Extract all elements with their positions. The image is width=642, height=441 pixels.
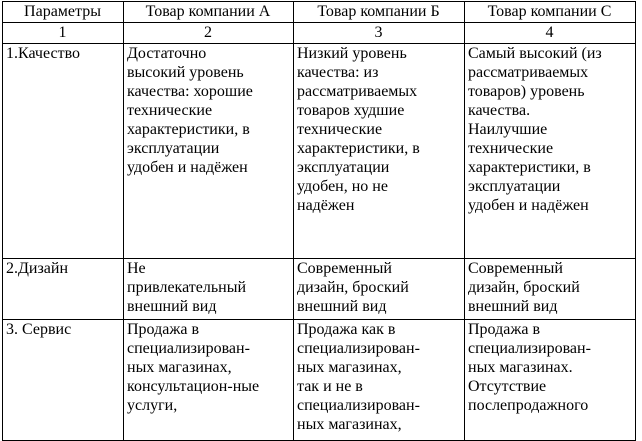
cell-text-line: внешний вид xyxy=(127,298,217,315)
cell-text-line: привлекательный xyxy=(127,279,247,296)
company-a-cell xyxy=(124,44,294,259)
column-number-2: 2 xyxy=(124,23,294,44)
comparison-table xyxy=(2,1,636,441)
table-row-quality xyxy=(3,44,636,259)
cell-text-line: ных магазинах, xyxy=(297,416,402,433)
company-c-cell xyxy=(465,44,636,259)
cell-lines xyxy=(297,259,460,316)
cell-text-line: надёжен xyxy=(297,197,355,214)
cell-text-line: внешний вид xyxy=(468,298,558,315)
cell-text-line: Продажа как в xyxy=(297,321,396,338)
cell-text-line: специализирован- xyxy=(297,340,420,357)
cell-text-line: Современный xyxy=(468,260,563,277)
cell-text-line: внешний вид xyxy=(297,298,387,315)
cell-text-line: ных магазинах. xyxy=(468,359,573,376)
cell-text-line: консультацион-ные xyxy=(127,378,260,395)
cell-lines xyxy=(297,320,460,434)
cell-text-line: ных магазинах, xyxy=(297,359,402,376)
company-b-cell xyxy=(294,259,465,320)
param-cell: 2.Дизайн xyxy=(3,259,124,320)
cell-text-line: послепродажного xyxy=(468,397,589,414)
cell-text-line: специализирован- xyxy=(468,340,591,357)
cell-lines xyxy=(468,44,631,215)
cell-text-line: Не xyxy=(127,260,146,277)
cell-text-line: услуги, xyxy=(127,397,178,414)
cell-text-line: Наилучшие xyxy=(468,121,548,138)
cell-text-line: удобен, но не xyxy=(297,178,388,195)
cell-text-line: эксплуатации xyxy=(297,159,390,176)
cell-text-line: качества: из xyxy=(297,64,379,81)
cell-text-line: так и не в xyxy=(297,378,363,395)
company-b-cell xyxy=(294,44,465,259)
column-number-1: 1 xyxy=(3,23,124,44)
cell-text-line: Современный xyxy=(297,260,392,277)
cell-text-line: рассматриваемых xyxy=(297,83,418,100)
table-row-design xyxy=(3,259,636,320)
column-number-4: 4 xyxy=(465,23,636,44)
cell-text-line: товаров худшие xyxy=(297,102,405,119)
cell-lines xyxy=(127,320,289,415)
cell-text-line: технические xyxy=(297,121,383,138)
cell-text-line: эксплуатации xyxy=(468,178,561,195)
header-company-c: Товар компании С xyxy=(465,2,636,23)
cell-text-line: ных магазинах, xyxy=(127,359,232,376)
cell-text-line: дизайн, броский xyxy=(468,279,580,296)
cell-text-line: специализирован- xyxy=(297,397,420,414)
company-b-cell xyxy=(294,320,465,441)
cell-lines xyxy=(468,320,631,415)
cell-text-line: Продажа в xyxy=(127,321,200,338)
cell-text-line: высокий уровень xyxy=(127,64,244,81)
cell-lines xyxy=(297,44,460,215)
company-c-cell xyxy=(465,259,636,320)
company-a-cell xyxy=(124,320,294,441)
header-parameters: Параметры xyxy=(3,2,124,23)
param-cell: 3. Сервис xyxy=(3,320,124,441)
cell-text-line: технические xyxy=(468,140,554,157)
cell-text-line: эксплуатации xyxy=(127,140,220,157)
cell-lines xyxy=(127,44,289,177)
cell-text-line: характеристики, в xyxy=(297,140,420,157)
company-c-cell xyxy=(465,320,636,441)
cell-text-line: удобен и надёжен xyxy=(468,197,589,214)
cell-text-line: качества: хорошие xyxy=(127,83,253,100)
cell-lines xyxy=(468,259,631,316)
header-row xyxy=(3,2,636,23)
cell-text-line: качества. xyxy=(468,102,531,119)
cell-text-line: характеристики, в xyxy=(468,159,591,176)
cell-text-line: удобен и надёжен xyxy=(127,159,248,176)
company-a-cell xyxy=(124,259,294,320)
column-number-row xyxy=(3,23,636,44)
cell-text-line: Достаточно xyxy=(127,45,207,62)
cell-text-line: Низкий уровень xyxy=(297,45,407,62)
cell-text-line: специализирован- xyxy=(127,340,250,357)
cell-text-line: рассматриваемых xyxy=(468,64,589,81)
header-company-a: Товар компании А xyxy=(124,2,294,23)
column-number-3: 3 xyxy=(294,23,465,44)
cell-text-line: товаров) уровень xyxy=(468,83,585,100)
cell-text-line: Продажа в xyxy=(468,321,541,338)
cell-text-line: Отсутствие xyxy=(468,378,547,395)
cell-text-line: дизайн, броский xyxy=(297,279,409,296)
cell-text-line: Самый высокий (из xyxy=(468,45,602,62)
cell-lines xyxy=(127,259,289,316)
header-company-b: Товар компании Б xyxy=(294,2,465,23)
param-cell: 1.Качество xyxy=(3,44,124,259)
table-row-service xyxy=(3,320,636,441)
cell-text-line: характеристики, в xyxy=(127,121,250,138)
cell-text-line: технические xyxy=(127,102,213,119)
